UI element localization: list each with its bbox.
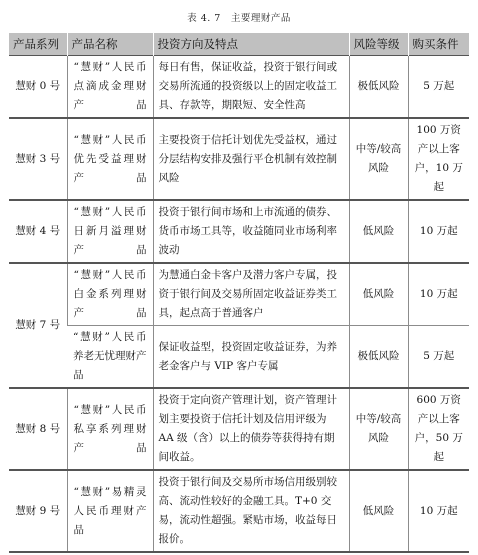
invest-cell: 主要投资于信托计划优先受益权，通过分层结构安排及强行平仓机制有效控制风险 [153,118,349,200]
series-cell: 慧财 9 号 [9,470,67,552]
series-cell: 慧财 0 号 [9,56,67,119]
product-name-cell: “慧财”人民币白金系列理财产品 [67,263,153,326]
risk-cell: 极低风险 [349,56,408,119]
invest-cell: 投资于银行间及交易所市场信用级别较高、流动性较好的金融工具。T+0 交易，流动性超强。紧贴市场，收益每日报价。 [153,470,349,552]
invest-cell: 保证收益型，投资固定收益证券，为养老金客户与 VIP 客户专属 [153,326,349,389]
product-name-cell: “慧财”人民币优先受益理财产品 [67,118,153,200]
product-name-cell: “慧财”人民币点滴成金理财产品 [67,56,153,119]
header-series: 产品系列 [9,33,67,56]
risk-cell: 低风险 [349,200,408,263]
series-cell: 慧财 7 号 [9,263,67,388]
product-name-cell: “慧财”人民币日新月溢理财产品 [67,200,153,263]
header-buy: 购买条件 [408,33,469,56]
table-row [9,118,469,200]
header-risk: 风险等级 [349,33,408,56]
table-row [9,388,469,470]
table-row [9,200,469,263]
series-cell: 慧财 8 号 [9,388,67,470]
table-row [9,326,469,389]
table-row [9,470,469,552]
invest-cell: 为慧通白金卡客户及潜力客户专属，投资于银行间及交易所固定收益证券类工具，起点高于普通客户 [153,263,349,326]
risk-cell: 中等/较高风险 [349,118,408,200]
header-name: 产品名称 [67,33,153,56]
products-table [9,33,469,553]
buy-cell: 100 万资产以上客户，10 万起 [408,118,469,200]
risk-cell: 低风险 [349,263,408,326]
invest-cell: 投资于定向资产管理计划，资产管理计划主要投资于信托计划及信用评级为 AA 级（含）以上的债券等获得持有期间收益。 [153,388,349,470]
buy-cell: 5 万起 [408,326,469,389]
header-row [9,33,469,56]
table-caption: 表 4. 7 主要理财产品 [187,13,291,24]
invest-cell: 每日有售，保证收益，投资于银行间或交易所流通的投资级以上的固定收益工具、存款等，期限短、安全性高 [153,56,349,119]
series-cell: 慧财 3 号 [9,118,67,200]
buy-cell: 600 万资产以上客户，50 万起 [408,388,469,470]
table-row [9,263,469,326]
buy-cell: 10 万起 [408,470,469,552]
buy-cell: 5 万起 [408,56,469,119]
header-invest: 投资方向及特点 [153,33,349,56]
product-name-cell: “慧财”人民币私享系列理财产品 [67,388,153,470]
product-name-cell: “慧财”人民币养老无忧理财产品 [67,326,153,389]
product-name-cell: “慧财”易精灵人民币理财产品 [67,470,153,552]
risk-cell: 极低风险 [349,326,408,389]
buy-cell: 10 万起 [408,263,469,326]
series-cell: 慧财 4 号 [9,200,67,263]
risk-cell: 中等/较高风险 [349,388,408,470]
buy-cell: 10 万起 [408,200,469,263]
risk-cell: 低风险 [349,470,408,552]
invest-cell: 投资于银行间市场和上市流通的债券、货币市场工具等，收益随同业市场利率波动 [153,200,349,263]
table-row [9,56,469,119]
